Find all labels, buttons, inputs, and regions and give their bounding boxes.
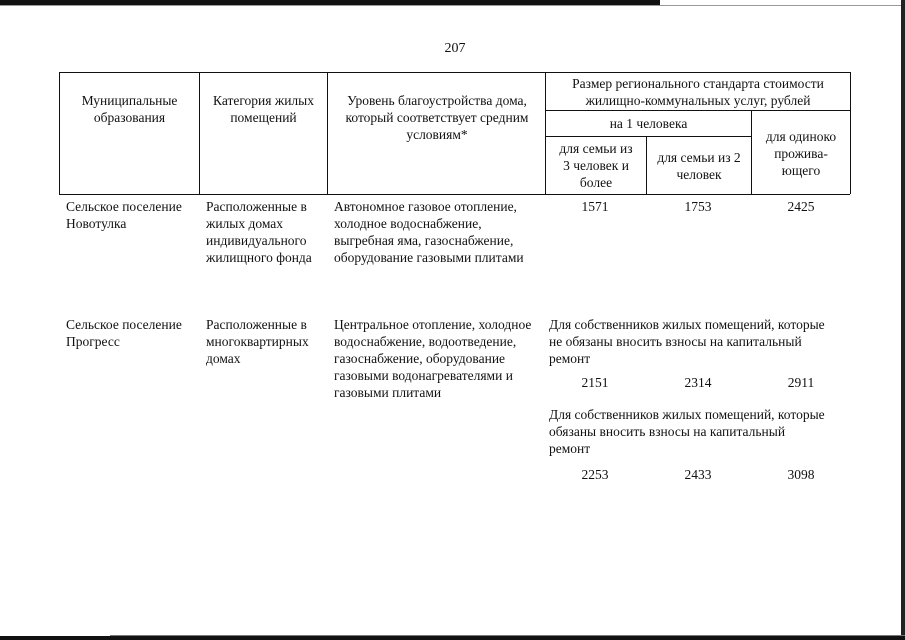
row2-category: Расположенные в многоквартирных домах [206,317,309,366]
header-per-person: на 1 человека [609,116,688,131]
header-category: Категория жилых помещений [213,93,314,125]
header-municipality: Муниципальные образования [81,93,178,125]
row2-not-obliged-family2-value: 2314 [684,375,712,390]
row2-municipality: Сельское поселение Прогресс [66,317,182,349]
row2-note-not-obliged: Для собственников жилых помещений, которые не обязаны вносить взносы на капитальный ремонт [549,317,825,366]
header-family3: для семьи из 3 человек и более [559,141,633,190]
row1-municipality: Сельское поселение Новотулка [66,199,182,231]
row2-not-obliged-single-value: 2911 [787,375,815,390]
row2-level: Центральное отопление, холодное водоснабжение, водоотведение, газоснабжение, оборудование газовыми водонагревателями и газовыми плитами [334,317,532,400]
header-standard: Размер регионального стандарта стоимости жилищно-коммунальных услуг, рублей [572,76,824,108]
row2-note-obliged: Для собственников жилых помещений, которые обязаны вносить взносы на капитальный ремонт [549,407,825,456]
row1-single-value: 2425 [787,199,815,214]
scan-edge-top-line [0,5,905,6]
row2-not-obliged-family3-value: 2151 [581,375,609,390]
row1-category: Расположенные в жилых домах индивидуального жилищного фонда [206,199,312,265]
row2-obliged-single-value: 3098 [787,467,815,482]
row1-level: Автономное газовое отопление, холодное водоснабжение, выгребная яма, газоснабжение, оборудование газовыми плитами [334,199,524,265]
row1-family2-value: 1753 [684,199,712,214]
header-family2: для семьи из 2 человек [657,150,741,182]
row2-obliged-family3-value: 2253 [581,467,609,482]
scan-edge-right [901,0,905,640]
header-single: для одиноко прожива-ющего [765,129,837,178]
scan-edge-bottom [0,636,905,640]
scan-edge-bottom-line [110,635,905,636]
row2-obliged-family2-value: 2433 [684,467,712,482]
row1-family3-value: 1571 [581,199,609,214]
header-level: Уровень благоустройства дома, который соответствует средним условиям* [345,93,529,142]
page-number: 207 [444,41,466,56]
